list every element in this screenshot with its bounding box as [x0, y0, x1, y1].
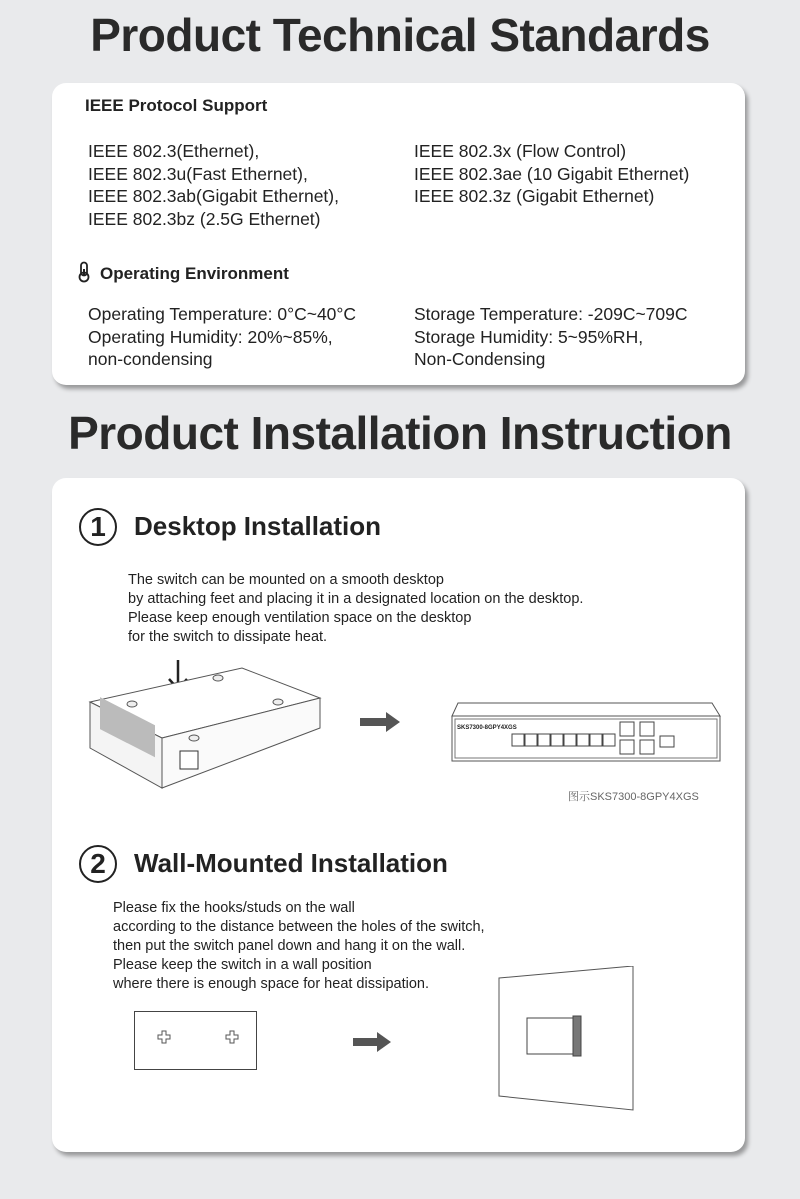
- step-number-badge: 2: [79, 845, 117, 883]
- switch-bottom-illustration: [82, 658, 332, 793]
- wall-mounted-switch-illustration: [497, 966, 637, 1112]
- desktop-description: [128, 571, 583, 647]
- protocol-item: IEEE 802.3bz (2.5G Ethernet): [88, 208, 321, 229]
- install-title: Product Installation Instruction: [68, 407, 732, 459]
- environment-item: Storage Temperature: -209C~709C: [414, 304, 688, 324]
- switch-front-illustration: [450, 700, 730, 768]
- protocol-item: IEEE 802.3(Ethernet),: [88, 141, 260, 161]
- arrow-right-icon: [358, 712, 402, 732]
- environment-item: Operating Humidity: 20%~85%,: [88, 326, 333, 347]
- wall-heading: Wall-Mounted Installation: [134, 848, 448, 878]
- wall-line: according to the distance between the holes of the switch,: [113, 919, 485, 935]
- wall-line: Please keep the switch in a wall position: [113, 957, 372, 973]
- arrow-right-icon: [351, 1032, 393, 1052]
- protocol-item: IEEE 802.3ab(Gigabit Ethernet),: [88, 186, 339, 206]
- illustration-caption: 图示SKS7300-8GPY4XGS: [568, 791, 699, 803]
- step-number-badge: 1: [79, 508, 117, 546]
- tech-standards-card: [52, 83, 745, 385]
- desktop-line: Please keep enough ventilation space on the desktop: [128, 610, 472, 626]
- install-card: [52, 478, 745, 1152]
- desktop-line: The switch can be mounted on a smooth desktop: [128, 572, 444, 588]
- wall-line: where there is enough space for heat dissipation.: [113, 976, 429, 992]
- wall-line: then put the switch panel down and hang it on the wall.: [113, 938, 466, 954]
- protocol-heading: IEEE Protocol Support: [85, 96, 268, 115]
- wall-hooks-illustration: [134, 1011, 258, 1071]
- wall-description: [113, 899, 485, 994]
- protocol-item: IEEE 802.3x (Flow Control): [414, 141, 627, 161]
- protocol-list-right: [414, 140, 689, 208]
- environment-item: non-condensing: [88, 349, 213, 369]
- desktop-line: by attaching feet and placing it in a designated location on the desktop.: [128, 591, 584, 607]
- environment-list-right: [414, 303, 688, 371]
- environment-item: Non-Condensing: [414, 349, 546, 369]
- environment-heading: Operating Environment: [100, 264, 289, 283]
- environment-item: Operating Temperature: 0°C~40°C: [88, 304, 357, 324]
- environment-item: Storage Humidity: 5~95%RH,: [414, 326, 644, 347]
- thermometer-icon: [77, 261, 91, 283]
- protocol-item: IEEE 802.3z (Gigabit Ethernet): [414, 186, 655, 206]
- wall-line: Please fix the hooks/studs on the wall: [113, 900, 355, 916]
- environment-list-left: [88, 303, 356, 371]
- protocol-item: IEEE 802.3ae (10 Gigabit Ethernet): [414, 163, 690, 184]
- protocol-list-left: [88, 140, 339, 230]
- switch-model-label: SKS7300-8GPY4XGS: [457, 725, 517, 731]
- protocol-item: IEEE 802.3u(Fast Ethernet),: [88, 163, 308, 184]
- desktop-line: for the switch to dissipate heat.: [128, 629, 328, 645]
- tech-standards-title: Product Technical Standards: [90, 9, 710, 61]
- desktop-heading: Desktop Installation: [134, 511, 382, 541]
